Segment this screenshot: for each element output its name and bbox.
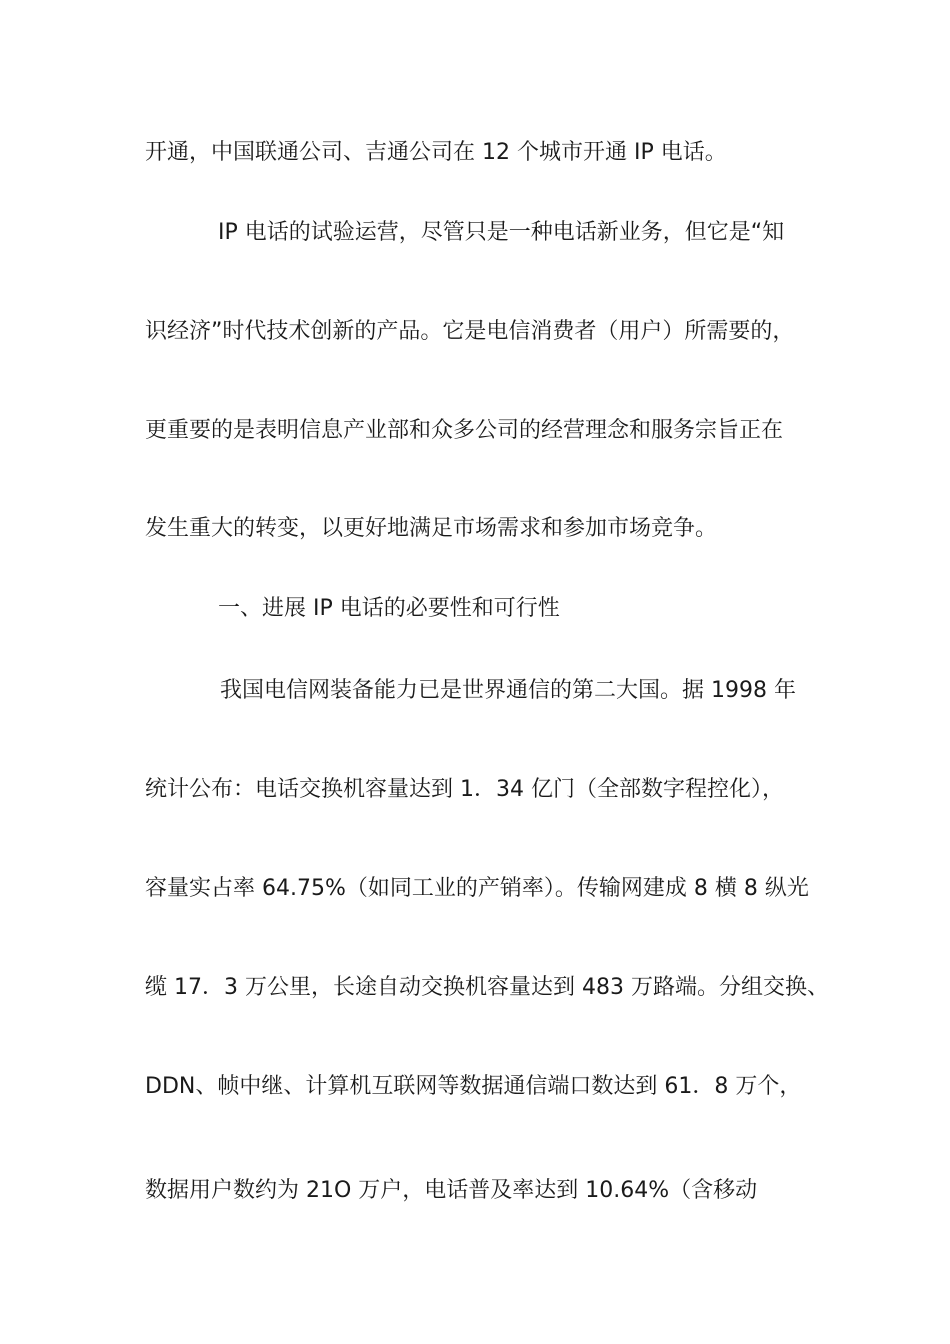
paragraph-line: 数据用户数约为 21O 万户，电话普及率达到 10.64%（含移动 [145, 1178, 758, 1203]
paragraph-line: 容量实占率 64.75%（如同工业的产销率）。传输网建成 8 横 8 纵光 [145, 876, 809, 901]
paragraph-line: 我国电信网装备能力已是世界通信的第二大国。据 1998 年 [220, 678, 796, 703]
paragraph-line: 统计公布：电话交换机容量达到 1．34 亿门（全部数字程控化）， [145, 777, 784, 802]
paragraph-line: 更重要的是表明信息产业部和众多公司的经营理念和服务宗旨正在 [145, 418, 784, 443]
paragraph-line: IP 电话的试验运营，尽管只是一种电话新业务，但它是“知 [218, 220, 785, 245]
paragraph-line: 发生重大的转变，以更好地满足市场需求和参加市场竞争。 [145, 516, 718, 541]
paragraph-line: 识经济”时代技术创新的产品。它是电信消费者（用户）所需要的， [145, 319, 795, 344]
section-heading: 一、进展 IP 电话的必要性和可行性 [218, 596, 560, 621]
paragraph-line: DDN、帧中继、计算机互联网等数据通信端口数达到 61．8 万个， [145, 1074, 802, 1099]
paragraph-line: 开通，中国联通公司、吉通公司在 12 个城市开通 IP 电话。 [145, 140, 727, 165]
paragraph-line: 缆 17．3 万公里，长途自动交换机容量达到 483 万路端。分组交换、 [145, 975, 829, 1000]
